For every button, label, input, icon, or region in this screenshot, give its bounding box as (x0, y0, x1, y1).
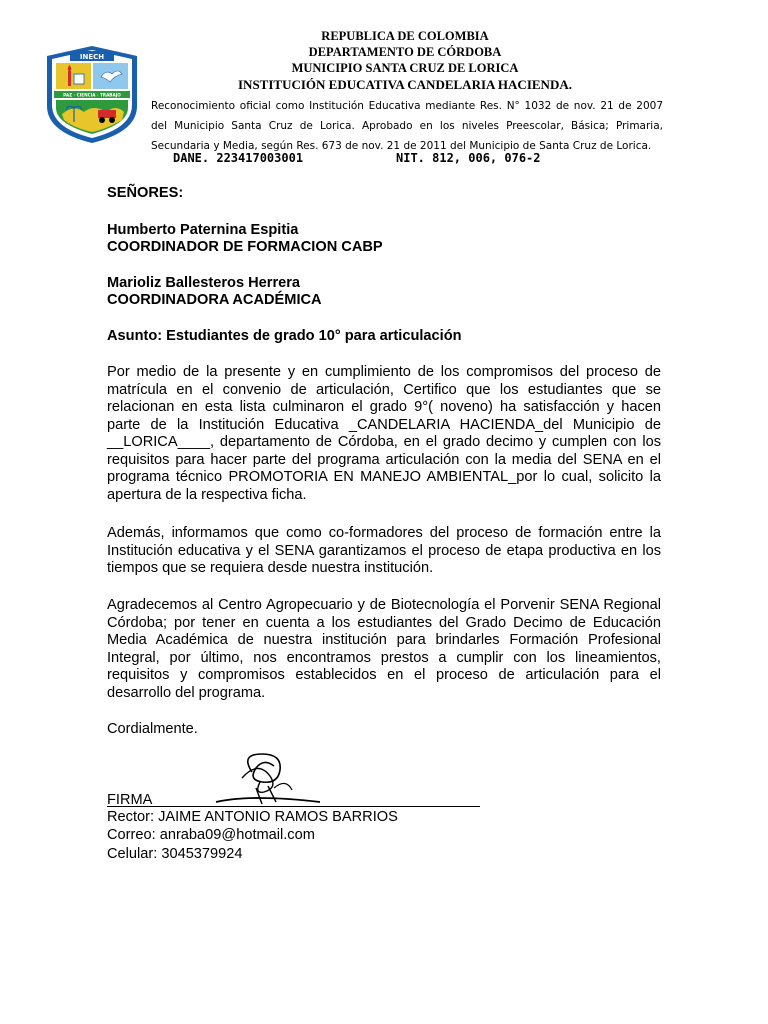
header-nit-code: NIT. 812, 006, 076-2 (396, 151, 541, 165)
recipient1-name: Humberto Paternina Espitia (107, 222, 299, 238)
signature-label: FIRMA (107, 792, 153, 808)
header-line-department: DEPARTAMENTO DE CÓRDOBA (308, 45, 502, 59)
rector-name: Rector: JAIME ANTONIO RAMOS BARRIOS (107, 809, 398, 825)
rector-phone: Celular: 3045379924 (107, 846, 243, 862)
school-crest-logo (44, 44, 140, 144)
letter-salutation: SEÑORES: (107, 185, 184, 201)
letter-closing: Cordialmente. (107, 721, 198, 737)
letter-paragraph-1: Por medio de la presente y en cumplimiento de los compromisos del proceso de matrícula en el convenio de articulación, Certifico que los estudiantes que se relacionan en esta lista culminaron el grado 9°( noveno) ha satisfacción y hacen parte de la Institución Educativa _CANDELARIA HACIENDA_del Municipio de __LORICA____, departamento de Córdoba, en el grado decimo y cumplen con los requisitos para hacer parte del programa articulación con la media del SENA en el programa técnico PROMOTORIA EN MANEJO AMBIENTAL_por lo cual, solicito la apertura de la respectiva ficha. (107, 364, 661, 503)
rector-email: Correo: anraba09@hotmail.com (107, 827, 315, 843)
recipient2-name: Marioliz Ballesteros Herrera (107, 275, 301, 291)
header-line-municipality: MUNICIPIO SANTA CRUZ DE LORICA (291, 61, 519, 75)
crest-motto-text: PAZ · CIENCIA · TRABAJO (63, 92, 121, 98)
header-line-institution: INSTITUCIÓN EDUCATIVA CANDELARIA HACIENDA. (238, 77, 572, 92)
header-recognition-text: Reconocimiento oficial como Institución Educativa mediante Res. N° 1032 de nov. 21 de 2007 del Municipio Santa Cruz de Lorica. Aprobado en los niveles Preescolar, Básica; Primaria, Secundaria y Media, según Res. 673 de nov. 21 de 2011 del Municipio de Santa Cruz de Lorica. (151, 100, 663, 152)
header-dane-code: DANE. 223417003001 (173, 151, 304, 165)
recipient2-title: COORDINADORA ACADÉMICA (107, 292, 322, 308)
crest-banner-text: INECH (79, 53, 105, 61)
handwritten-signature-icon (212, 748, 324, 810)
letter-subject: Asunto: Estudiantes de grado 10° para articulación (107, 328, 462, 344)
letter-paragraph-3: Agradecemos al Centro Agropecuario y de Biotecnología el Porvenir SENA Regional Córdoba; por tener en cuenta a los estudiantes del Grado Decimo de Educación Media Académica de nuestra institución para brindarles Formación Profesional Integral, por último, nos encontramos prestos a cumplir con los lineamientos, requisitos y compromisos establecidos en el proceso de articulación para el desarrollo del programa. (107, 597, 661, 701)
header-line-country: REPUBLICA DE COLOMBIA (321, 29, 489, 43)
letter-paragraph-2: Además, informamos que como co-formadores del proceso de formación entre la Institución educativa y el SENA garantizamos el proceso de etapa productiva en los tiempos que se requiera desde nuestra institución. (107, 525, 661, 576)
crest-shield-icon (44, 44, 140, 144)
recipient1-title: COORDINADOR DE FORMACION CABP (107, 239, 383, 255)
